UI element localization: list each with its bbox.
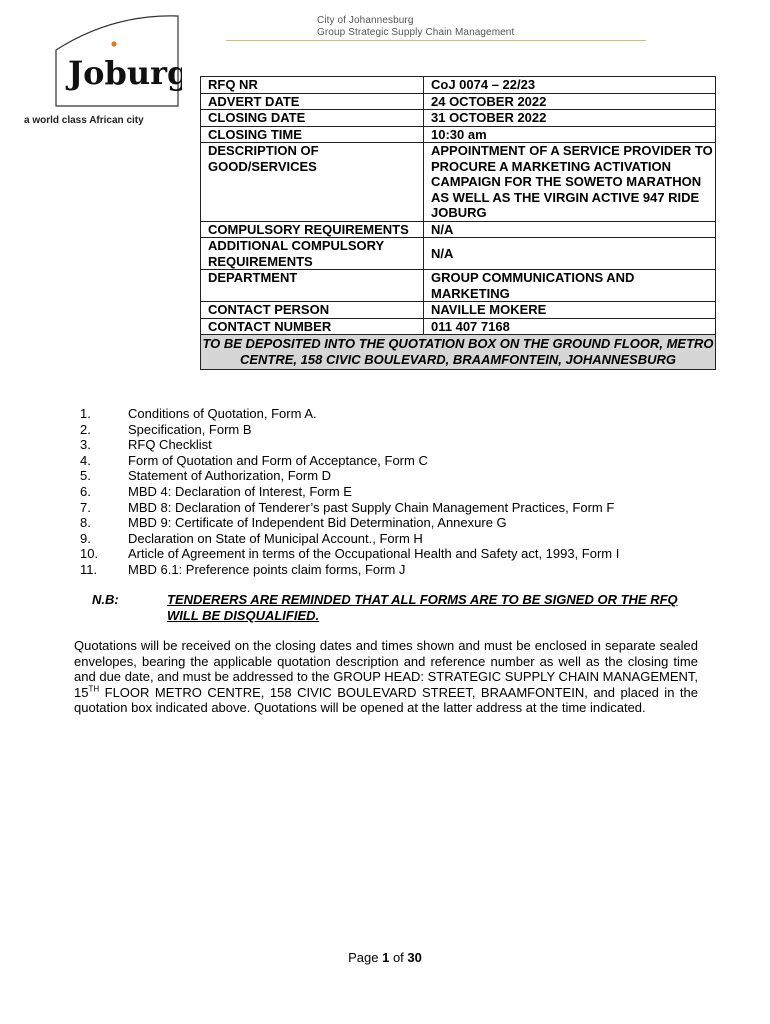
list-item: [80, 437, 720, 453]
table-row: [201, 318, 716, 335]
description-value: APPOINTMENT OF A SERVICE PROVIDER TO PROCURE A MARKETING ACTIVATION CAMPAIGN FOR THE SOWETO MARATHON AS WELL AS THE VIRGIN ACTIVE 947 RIDE JOBURG: [424, 143, 716, 222]
additional-label: ADDITIONAL COMPULSORY REQUIREMENTS: [201, 238, 424, 270]
list-item-text: Specification, Form B: [128, 421, 252, 437]
list-item-number: 11.: [80, 561, 98, 577]
table-row: [201, 270, 716, 302]
list-item-number: 10.: [80, 546, 99, 562]
paragraph-part-1: Quotations will be received on the closing dates and times shown and must be enclosed in separate sealed envelopes, bearing the applicable quotation description and reference number as well as the closing time and due date, and must be addressed to the GROUP HEAD: STRATEGIC SUPPLY CHAIN MANAGEMENT, 15: [74, 638, 698, 700]
list-item: [80, 546, 720, 562]
list-item-text: Declaration on State of Municipal Account., Form H: [128, 530, 423, 546]
page-prefix: Page: [348, 950, 383, 965]
deposit-note: TO BE DEPOSITED INTO THE QUOTATION BOX ON THE GROUND FLOOR, METRO CENTRE, 158 CIVIC BOULEVARD, BRAAMFONTEIN, JOHANNESBURG: [201, 335, 716, 370]
page-of: of: [389, 950, 408, 965]
list-item: [80, 562, 720, 578]
list-item-text: MBD 4: Declaration of Interest, Form E: [128, 483, 352, 499]
page-total: 30: [407, 950, 422, 965]
list-item-text: Article of Agreement in terms of the Occupational Health and Safety act, 1993, Form I: [128, 546, 620, 562]
logo-wordmark: Joburg: [68, 54, 182, 92]
advert-date-label: ADVERT DATE: [201, 93, 424, 110]
table-row: [201, 302, 716, 319]
contact-person-value: NAVILLE MOKERE: [424, 302, 716, 319]
list-item: [80, 484, 720, 500]
list-item-number: 2.: [80, 421, 91, 437]
logo-tagline: a world class African city: [24, 115, 144, 126]
list-item-number: 3.: [80, 437, 91, 453]
list-item-text: MBD 8: Declaration of Tenderer’s past Supply Chain Management Practices, Form F: [128, 499, 615, 515]
list-item-number: 9.: [80, 530, 91, 546]
table-row: [201, 126, 716, 143]
contact-number-label: CONTACT NUMBER: [201, 318, 424, 335]
additional-value: N/A: [424, 238, 716, 270]
advert-date-value: 24 OCTOBER 2022: [424, 93, 716, 110]
list-item-text: RFQ Checklist: [128, 437, 212, 453]
paragraph-superscript: TH: [88, 684, 100, 694]
list-item-number: 4.: [80, 452, 91, 468]
list-item: [80, 422, 720, 438]
list-item-text: Conditions of Quotation, Form A.: [128, 406, 317, 421]
list-item: [80, 500, 720, 516]
list-item: [80, 453, 720, 469]
header-divider: [226, 40, 646, 41]
submission-paragraph: [74, 638, 698, 716]
department-label: DEPARTMENT: [201, 270, 424, 302]
header-department: Group Strategic Supply Chain Management: [317, 27, 515, 38]
table-row: [201, 335, 716, 370]
table-row: [201, 110, 716, 127]
closing-date-label: CLOSING DATE: [201, 110, 424, 127]
page-current: 1: [382, 950, 390, 965]
required-forms-list: [80, 406, 720, 578]
table-row: [201, 93, 716, 110]
joburg-logo: [52, 14, 182, 109]
list-item: [80, 531, 720, 547]
list-item-text: MBD 9: Certificate of Independent Bid Determination, Annexure G: [128, 515, 507, 531]
list-item: [80, 406, 720, 422]
list-item-text: Statement of Authorization, Form D: [128, 468, 332, 484]
contact-number-value: 011 407 7168: [424, 318, 716, 335]
table-row: [201, 238, 716, 270]
list-item-number: 6.: [80, 483, 91, 499]
nb-warning: TENDERERS ARE REMINDED THAT ALL FORMS ARE TO BE SIGNED OR THE RFQ WILL BE DISQUALIFIED.: [167, 592, 678, 623]
rfq-details-table: [200, 76, 716, 370]
table-row: [201, 77, 716, 94]
compulsory-label: COMPULSORY REQUIREMENTS: [201, 221, 424, 238]
paragraph-part-2: FLOOR METRO CENTRE, 158 CIVIC BOULEVARD STREET, BRAAMFONTEIN, and placed in the quotation box indicated above. Quotations will be opened at the latter address at the time indicated.: [74, 684, 698, 716]
table-row: [201, 143, 716, 222]
list-item-number: 8.: [80, 515, 91, 531]
logo-frame: [52, 14, 182, 109]
closing-time-label: CLOSING TIME: [201, 126, 424, 143]
rfq-nr-value: CoJ 0074 – 22/23: [424, 77, 716, 94]
list-item-text: MBD 6.1: Preference points claim forms, Form J: [128, 561, 406, 577]
department-value: GROUP COMMUNICATIONS AND MARKETING: [424, 270, 716, 302]
list-item: [80, 515, 720, 531]
list-item-number: 5.: [80, 468, 91, 484]
page-number: [0, 950, 770, 965]
rfq-nr-label: RFQ NR: [201, 77, 424, 94]
list-item-text: Form of Quotation and Form of Acceptance, Form C: [128, 452, 428, 468]
list-item-number: 1.: [80, 406, 91, 421]
header-org: City of Johannesburg: [317, 15, 414, 26]
compulsory-value: N/A: [424, 221, 716, 238]
closing-date-value: 31 OCTOBER 2022: [424, 110, 716, 127]
nb-label: N.B:: [92, 592, 119, 607]
list-item: [80, 468, 720, 484]
list-item-number: 7.: [80, 499, 91, 515]
description-label: DESCRIPTION OF GOOD/SERVICES: [201, 143, 424, 222]
contact-person-label: CONTACT PERSON: [201, 302, 424, 319]
closing-time-value: 10:30 am: [424, 126, 716, 143]
table-row: [201, 221, 716, 238]
